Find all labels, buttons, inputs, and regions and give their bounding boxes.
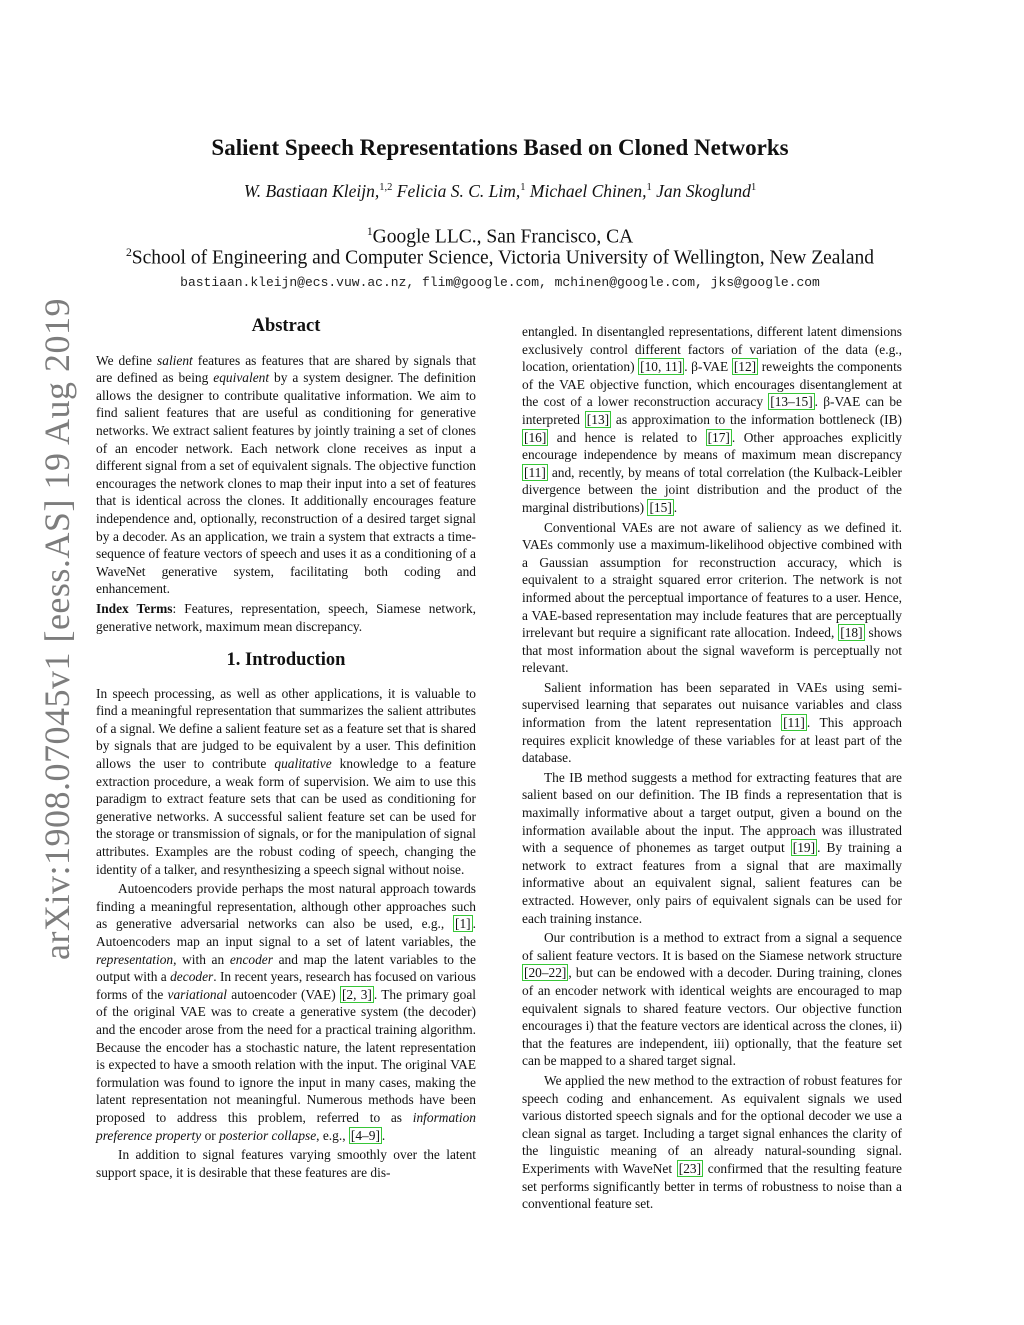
text-run: . In recent years, research has focused on various forms of the — [96, 969, 476, 1002]
text-run: features as features that are shared by signals that are defined as being — [96, 352, 476, 386]
intro-paragraph — [96, 880, 476, 1144]
text-run: . By training a network to extract features from a signal that are maximally informative about an equivalent signal, salient features can be extracted. However, only pairs of equivalent signals can be used for each training instance. — [522, 840, 902, 926]
text-run: knowledge to a feature extraction procedure, a weak form of supervision. We aim to use this paradigm to extract feature sets that can be used as conditioning for generative networks. A successful salient feature set can be used for the storage or transmission of signals, or for the manipulation of signal attributes. Examples are the robust coding of speech, changing the identity of a talker, and resynthesizing a speech signal without noise. — [96, 756, 476, 877]
emphasis: information preference property — [96, 1109, 476, 1143]
intro-paragraph: In addition to signal features varying smoothly over the latent support space, it is desirable that these features are dis- — [96, 1147, 476, 1180]
emphasis: qualitative — [274, 756, 332, 772]
abstract-heading: Abstract — [251, 316, 321, 336]
author-list — [0, 181, 1000, 202]
author-affiliation-mark: 1,2 — [379, 182, 393, 194]
body-paragraph — [522, 929, 902, 1070]
index-terms-label: Index Terms — [96, 600, 173, 616]
intro-paragraph — [96, 685, 476, 879]
index-terms — [96, 600, 476, 635]
text-run: and hence is related to — [548, 429, 706, 445]
text-run: or — [201, 1127, 220, 1143]
body-paragraph — [522, 323, 902, 517]
text-run: , e.g., — [316, 1127, 349, 1143]
affiliation-line — [0, 246, 1000, 270]
text-run: and, recently, by means of total correlation (the Kulback-Leibler divergence between the joint distribution and the product of the marginal distributions) — [522, 464, 902, 515]
author-affiliation-mark: 1 — [750, 182, 757, 194]
body-paragraph — [522, 769, 902, 927]
body-paragraph — [522, 1072, 902, 1213]
abstract-paragraph — [96, 352, 476, 598]
citation-link[interactable]: [11] — [783, 715, 805, 731]
affiliation-text: Google LLC., San Francisco, CA — [372, 226, 634, 248]
citation-link[interactable]: [12] — [733, 359, 757, 375]
author-emails: bastiaan.kleijn@ecs.vuw.ac.nz, flim@google.com, mchinen@google.com, jks@google.com — [180, 275, 820, 290]
text-run: , with an — [173, 951, 230, 967]
citation-link[interactable]: [11] — [524, 464, 546, 480]
affiliation-mark: 2 — [125, 246, 132, 259]
text-run: entangled. In disentangled representations, different latent dimensions exclusively control different factors of variation of the data (e.g., location, orientation) — [522, 324, 902, 375]
text-run: Our contribution is a method to extract from a signal a sequence of salient feature vectors. It is based on the Siamese network structure — [522, 930, 902, 963]
introduction-heading: 1. Introduction — [226, 650, 346, 671]
citation-link[interactable]: [19] — [792, 840, 816, 856]
author-name: W. Bastiaan Kleijn, — [243, 181, 380, 201]
affiliation-text: School of Engineering and Computer Science, Victoria University of Wellington, New Zealand — [131, 247, 875, 269]
text-run: . — [673, 499, 678, 515]
emphasis: encoder — [229, 951, 273, 967]
emphasis: salient — [157, 352, 193, 368]
author-name: Michael Chinen, — [529, 181, 647, 201]
author-name: Jan Skoglund — [656, 181, 751, 201]
arxiv-identifier: arXiv:1908.07045v1 [eess.AS] 19 Aug 2019 — [37, 298, 77, 960]
text-run: . β-VAE — [684, 359, 732, 375]
text-run: and map the latent variables to the output with a — [96, 951, 476, 985]
text-run: We define — [96, 352, 158, 368]
text-run: . Other approaches explicitly encourage independence by means of maximum mean discrepancy — [522, 429, 902, 463]
text-run: We applied the new method to the extraction of robust features for speech coding and enhancement. As equivalent signals we used various distorted speech signals and for the optional decoder we use a clean signal as target. Including a target signal enhances the clarity of the linguistic meaning of an already natural-sounding signal. Experiments with WaveNet — [522, 1072, 902, 1176]
text-run: In speech processing, as well as other applications, it is valuable to find a meaningful representation that summarizes the salient attributes of a signal. We define a salient feature set as a feature set that is shared by signals that are judged to be equivalent by a user. This definition allows the user to contribute — [96, 685, 476, 772]
body-paragraph — [522, 519, 902, 677]
text-run: . Autoencoders map an input signal to a set of latent variables, the — [96, 916, 476, 949]
text-run: , but can be endowed with a decoder. During training, clones of an encoder network with identical weights are encouraged to map equivalent signals to shared feature vectors. Our objective function encourages i) that the feature vectors are identical across the clones, ii) that the features are independent, iii) optionally, that the feature set can be mapped to a shared target signal. — [522, 965, 902, 1069]
emphasis: equivalent — [213, 370, 270, 386]
index-terms-text: : Features, representation, speech, Siamese network, generative network, maximum mean discrepancy. — [96, 600, 476, 634]
affiliation-line — [0, 225, 1000, 249]
text-run: . The primary goal of the original VAE was to create a generative system (the decoder) and the encoder arose from the need for a practical training algorithm. Because the encoder has a stochastic nature, the latent representation is expected to have a smooth relation with the input. The original VAE formulation was found to ignore the input in many cases, making the latent representation not meaningful. Numerous methods have been proposed to address this problem, referred to as — [96, 986, 476, 1125]
citation-link[interactable]: [1] — [455, 916, 471, 932]
emphasis: variational — [167, 986, 228, 1002]
text-run: . This approach requires explicit knowledge of these variables for at least part of the database. — [522, 715, 902, 766]
text-run: confirmed that the resulting feature set performs significantly better in terms of robustness to noise than a conventional feature set. — [522, 1160, 902, 1212]
paper-title: Salient Speech Representations Based on Cloned Networks — [211, 135, 789, 160]
citation-link[interactable]: [20–22] — [524, 965, 567, 981]
text-run: as approximation to the information bottleneck (IB) — [611, 411, 902, 427]
emphasis: representation — [96, 951, 174, 967]
text-run: Conventional VAEs are not aware of saliency as we defined it. VAEs commonly use a maximum-likelihood objective combined with a Gaussian assumption for reconstruction accuracy, which is equivalent to a straight squared error criterion. The network is not informed about the perceptual importance of features to a user. Hence, a VAE-based representation may include features that are perceptually irrelevant but require a significant rate allocation. Indeed, — [522, 519, 902, 641]
text-run: . — [381, 1127, 386, 1143]
author-name: Felicia S. C. Lim, — [396, 181, 521, 201]
text-run: by a system designer. The definition allows the designer to contribute qualitative information. We aim to find salient features that are useful as conditioning for generative networks. We extract salient features by jointly training a set of clones of an encoder network. Each network clone receives as input a different signal from a set of equivalent signals. The objective function encourages the network clones to map their input into a set of features that is identical across the clones. It additionally encourages feature independence and, optionally, reconstruction of a desired target signal by a decoder. As an application, we train a system that extracts a time-sequence of feature vectors of speech and uses it as a conditioning of a WaveNet generative system, facilitating both coding and enhancement. — [96, 370, 477, 597]
citation-link[interactable]: [10, 11] — [640, 359, 683, 375]
citation-link[interactable]: [13–15] — [770, 394, 813, 410]
text-run: autoencoder (VAE) — [227, 986, 340, 1002]
text-run: Salient information has been separated in VAEs using semi-supervised learning that separates out nuisance variables and class information from the latent representation — [522, 679, 902, 731]
citation-link[interactable]: [2, 3] — [341, 986, 372, 1002]
text-run: The IB method suggests a method for extracting features that are salient based on our definition. The IB finds a representation that is maximally informative about a target output, given a bound on the information available about the input. The approach was illustrated with a sequence of phonemes as target output — [522, 769, 902, 856]
citation-link[interactable]: [18] — [840, 625, 863, 641]
citation-link[interactable]: [13] — [586, 411, 610, 427]
affiliation-mark: 1 — [366, 225, 373, 238]
body-paragraph — [522, 679, 902, 767]
citation-link[interactable]: [17] — [707, 429, 730, 445]
emphasis: posterior collapse — [219, 1127, 317, 1143]
left-column — [96, 318, 476, 1183]
text-run: reweights the components of the VAE objective function, which encourages disentanglement at the cost of a lower reconstruction accuracy — [522, 359, 903, 410]
text-run: Autoencoders provide perhaps the most natural approach towards finding a meaningful representation, although other approaches such as generative adversarial networks can also be used, e.g., — [96, 881, 476, 932]
text-run: . β-VAE can be interpreted — [522, 394, 902, 427]
citation-link[interactable]: [23] — [678, 1160, 702, 1176]
citation-link[interactable]: [15] — [649, 499, 672, 515]
text-run: shows that most information about the signal waveform is perceptually not relevant. — [522, 625, 902, 676]
citation-link[interactable]: [4–9] — [350, 1127, 380, 1143]
right-column — [522, 323, 902, 1215]
author-affiliation-mark: 1 — [646, 182, 652, 194]
emphasis: decoder — [170, 969, 214, 985]
author-affiliation-mark: 1 — [520, 182, 526, 194]
citation-link[interactable]: [16] — [524, 429, 547, 445]
